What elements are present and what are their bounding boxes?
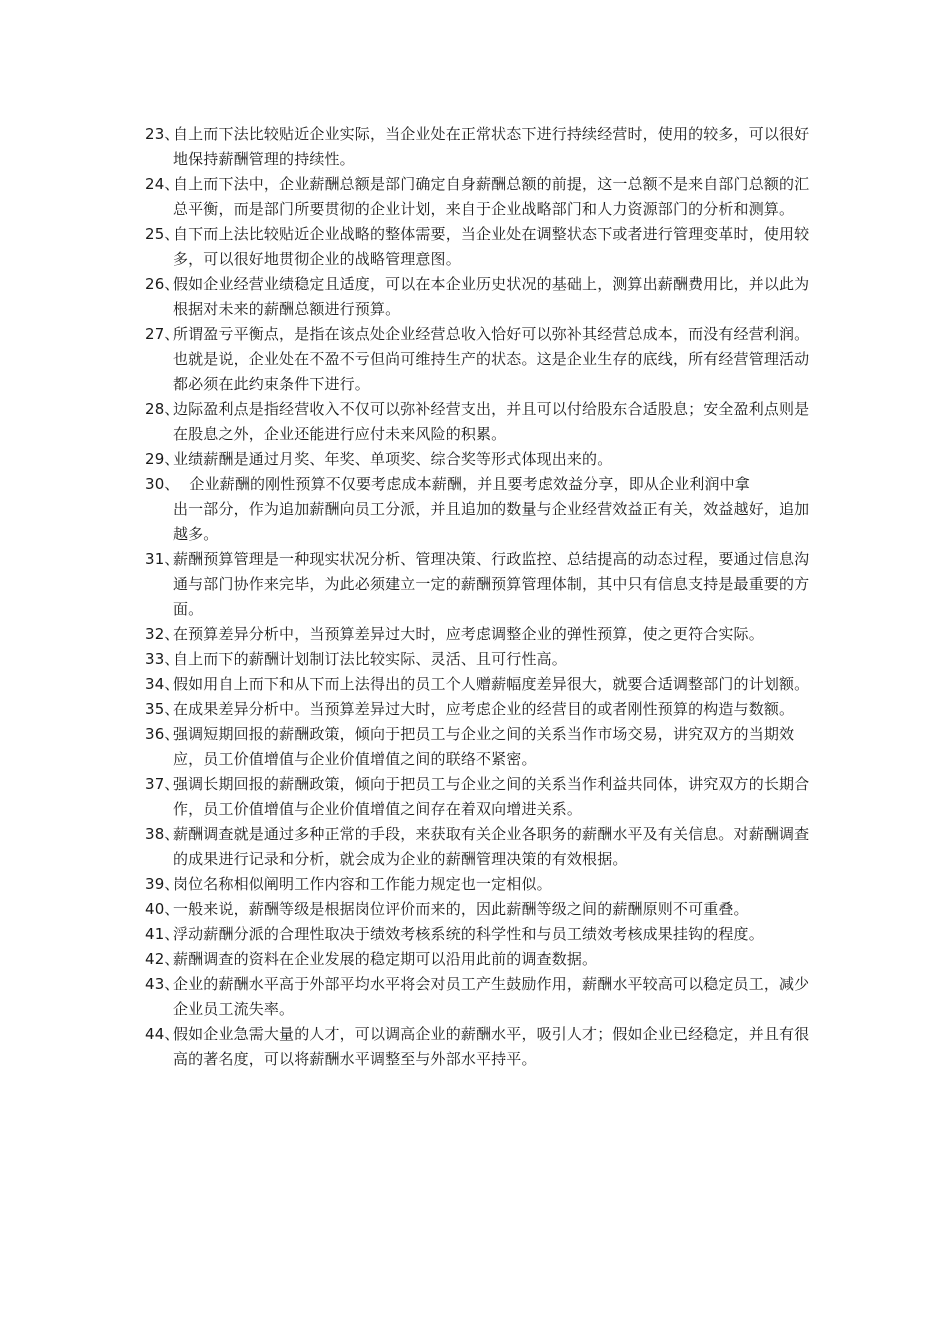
item-text-continuation: 出一部分，作为追加薪酬向员工分派，并且追加的数量与企业经营效益正有关，效益越好，追加越多。: [173, 500, 810, 543]
item-text: 薪酬调查的资料在企业发展的稳定期可以沿用此前的调查数据。: [173, 950, 598, 968]
item-number: 39、: [145, 875, 180, 893]
item-number: 23、: [145, 125, 180, 143]
list-item: [145, 772, 820, 822]
list-item: [145, 447, 820, 472]
item-text: 企业薪酬的刚性预算不仅要考虑成本薪酬，并且要考虑效益分享，即从企业利润中拿: [179, 475, 750, 493]
item-number: 44、: [145, 1025, 180, 1043]
list-item: [145, 222, 820, 272]
item-number: 27、: [145, 325, 180, 343]
list-item: [145, 972, 820, 1022]
item-text: 企业的薪酬水平高于外部平均水平将会对员工产生鼓励作用，薪酬水平较高可以稳定员工，减少企业员工流失率。: [173, 975, 810, 1018]
item-number: 30、: [145, 475, 180, 493]
item-text: 业绩薪酬是通过月奖、年奖、单项奖、综合奖等形式体现出来的。: [173, 450, 613, 468]
item-number: 33、: [145, 650, 180, 668]
list-item: [145, 472, 820, 547]
list-item: [145, 322, 820, 397]
item-text: 一般来说，薪酬等级是根据岗位评价而来的，因此薪酬等级之间的薪酬原则不可重叠。: [173, 900, 749, 918]
list-item: [145, 397, 820, 447]
list-item: [145, 947, 820, 972]
list-item: [145, 822, 820, 872]
item-text: 薪酬预算管理是一种现实状况分析、管理决策、行政监控、总结提高的动态过程，要通过信息沟通与部门协作来完毕，为此必须建立一定的薪酬预算管理体制，其中只有信息支持是最重要的方面。: [173, 550, 810, 618]
item-number: 28、: [145, 400, 180, 418]
item-number: 36、: [145, 725, 180, 743]
list-item: [145, 1022, 820, 1072]
item-text: 假如企业急需大量的人才，可以调高企业的薪酬水平，吸引人才；假如企业已经稳定，并且有很高的著名度，可以将薪酬水平调整至与外部水平持平。: [173, 1025, 810, 1068]
list-item: [145, 647, 820, 672]
list-item: [145, 672, 820, 697]
item-text: 在预算差异分析中，当预算差异过大时，应考虑调整企业的弹性预算，使之更符合实际。: [173, 625, 764, 643]
list-item: [145, 272, 820, 322]
list-item: [145, 897, 820, 922]
list-item: [145, 122, 820, 172]
item-number: 34、: [145, 675, 180, 693]
item-text: 自下而上法比较贴近企业战略的整体需要，当企业处在调整状态下或者进行管理变革时，使用较多，可以很好地贯彻企业的战略管理意图。: [173, 225, 810, 268]
item-number: 40、: [145, 900, 180, 918]
item-text: 薪酬调查就是通过多种正常的手段，来获取有关企业各职务的薪酬水平及有关信息。对薪酬调查的成果进行记录和分析，就会成为企业的薪酬管理决策的有效根据。: [173, 825, 810, 868]
item-number: 41、: [145, 925, 180, 943]
item-number: 25、: [145, 225, 180, 243]
item-text: 自上而下法中，企业薪酬总额是部门确定自身薪酬总额的前提，这一总额不是来自部门总额的汇总平衡，而是部门所要贯彻的企业计划，来自于企业战略部门和人力资源部门的分析和测算。: [173, 175, 810, 218]
item-text: 自上而下的薪酬计划制订法比较实际、灵活、且可行性高。: [173, 650, 567, 668]
list-item: [145, 872, 820, 897]
item-text: 假如企业经营业绩稳定且适度，可以在本企业历史状况的基础上，测算出薪酬费用比，并以此为根据对未来的薪酬总额进行预算。: [173, 275, 810, 318]
item-number: 29、: [145, 450, 180, 468]
item-number: 35、: [145, 700, 180, 718]
list-item: [145, 547, 820, 622]
item-text: 在成果差异分析中。当预算差异过大时，应考虑企业的经营目的或者刚性预算的构造与数额。: [173, 700, 795, 718]
item-text: 假如用自上而下和从下而上法得出的员工个人赠薪幅度差异很大，就要合适调整部门的计划额。: [173, 675, 810, 693]
item-text: 岗位名称相似阐明工作内容和工作能力规定也一定相似。: [173, 875, 552, 893]
item-text: 边际盈利点是指经营收入不仅可以弥补经营支出，并且可以付给股东合适股息；安全盈利点则是在股息之外，企业还能进行应付未来风险的积累。: [173, 400, 810, 443]
item-text: 自上而下法比较贴近企业实际，当企业处在正常状态下进行持续经营时，使用的较多，可以很好地保持薪酬管理的持续性。: [173, 125, 810, 168]
item-number: 32、: [145, 625, 180, 643]
list-item: [145, 172, 820, 222]
item-number: 37、: [145, 775, 180, 793]
item-text: 强调短期回报的薪酬政策，倾向于把员工与企业之间的关系当作市场交易，讲究双方的当期效应，员工价值增值与企业价值增值之间的联络不紧密。: [173, 725, 795, 768]
list-item: [145, 722, 820, 772]
list-item: [145, 922, 820, 947]
item-text: 浮动薪酬分派的合理性取决于绩效考核系统的科学性和与员工绩效考核成果挂钩的程度。: [173, 925, 764, 943]
item-number: 42、: [145, 950, 180, 968]
list-item: [145, 697, 820, 722]
item-number: 38、: [145, 825, 180, 843]
item-number: 24、: [145, 175, 180, 193]
statement-list: [145, 122, 820, 1072]
item-text: 所谓盈亏平衡点，是指在该点处企业经营总收入恰好可以弥补其经营总成本，而没有经营利润。也就是说，企业处在不盈不亏但尚可维持生产的状态。这是企业生存的底线，所有经营管理活动都必须在此约束条件下进行。: [173, 325, 810, 393]
item-number: 26、: [145, 275, 180, 293]
item-text: 强调长期回报的薪酬政策，倾向于把员工与企业之间的关系当作利益共同体，讲究双方的长期合作，员工价值增值与企业价值增值之间存在着双向增进关系。: [173, 775, 810, 818]
item-number: 31、: [145, 550, 180, 568]
item-number: 43、: [145, 975, 180, 993]
list-item: [145, 622, 820, 647]
